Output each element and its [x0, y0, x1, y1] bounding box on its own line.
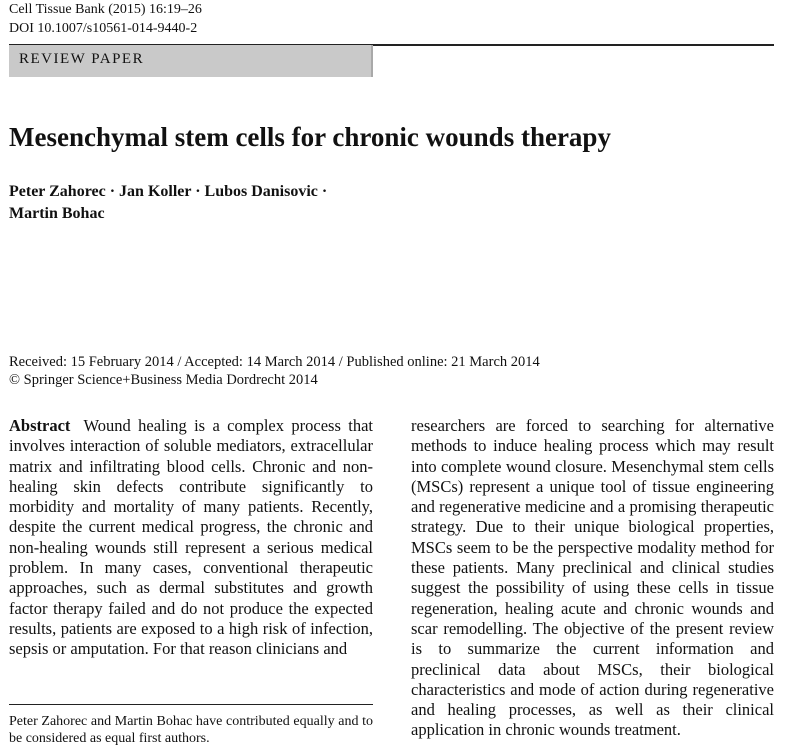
abstract-text-right: researchers are forced to searching for alternative methods to induce healing process which may result into complete wound closure. Mesenchymal stem cells (MSCs) represent a unique tool of tissue engineering and regenerative medicine and a promising therapeutic strategy. Due to their unique biological properties, MSCs seem to be the perspective modality method for these patients. Many preclinical and clinical studies suggest the possibility of using these cells in tissue regeneration, healing acute and chronic wounds and scar remodelling. The objective of the present review is to summarize the current information and preclinical data about MSCs, their biological characteristics and mode of action during regenerative and healing processes, as well as their clinical application in chronic wounds treatment. — [411, 416, 774, 740]
article-title: Mesenchymal stem cells for chronic wounds therapy — [9, 122, 611, 152]
abstract-text-left: Wound healing is a complex process that involves interaction of soluble mediators, extracellular matrix and infiltrating blood cells. Chronic and non-healing skin defects contribute significantly to morbidity and mortality of many patients. Recently, despite the current medical progress, the chronic and non-healing wounds still represent a serious medical problem. In many cases, conventional therapeutic approaches, such as dermal substitutes and growth factor therapy failed and do not produce the expected results, patients are exposed to a high risk of infection, sepsis or amputation. For that reason clinicians and — [9, 416, 373, 659]
article-type-box — [9, 45, 373, 77]
footnote: Peter Zahorec and Martin Bohac have contributed equally and to be considered as equal first authors. — [9, 714, 373, 746]
author-line-2: Martin Bohac — [9, 205, 105, 222]
copyright-line: © Springer Science+Business Media Dordrecht 2014 — [9, 372, 318, 388]
journal-header — [9, 0, 202, 38]
author-line-1: Peter Zahorec · Jan Koller · Lubos Danisovic · — [9, 183, 328, 200]
publication-dates — [9, 353, 540, 389]
abstract-left-column — [9, 416, 373, 660]
doi: DOI 10.1007/s10561-014-9440-2 — [9, 21, 198, 36]
history-dates: Received: 15 February 2014 / Accepted: 14 March 2014 / Published online: 21 March 2014 — [9, 354, 540, 370]
abstract-right-column — [411, 416, 774, 741]
abstract-label: Abstract — [9, 416, 71, 435]
author-list — [9, 181, 327, 225]
article-type-label: REVIEW PAPER — [19, 51, 145, 67]
journal-citation: Cell Tissue Bank (2015) 16:19–26 — [9, 2, 202, 17]
footnote-rule — [9, 704, 373, 705]
